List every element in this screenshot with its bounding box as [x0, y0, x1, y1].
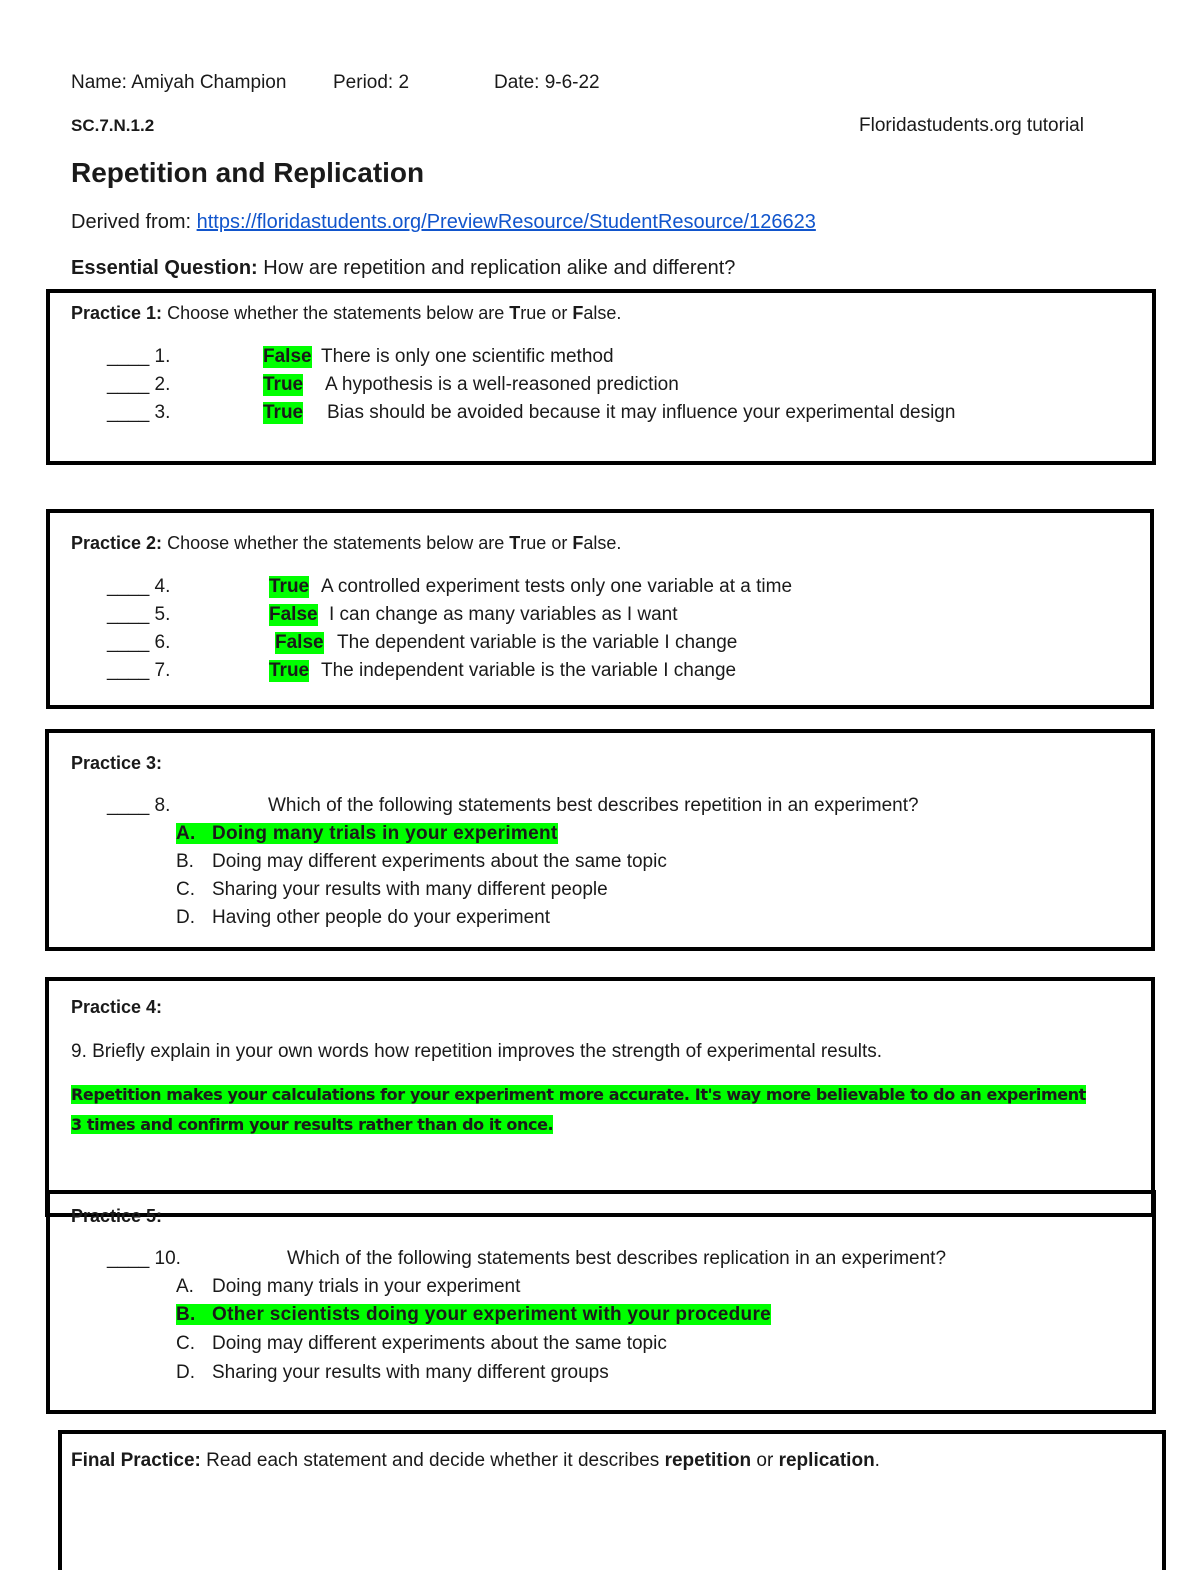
option-b: B. Doing may different experiments about the same topic: [176, 851, 667, 872]
practice-2-instructions: Practice 2: Choose whether the statements below are True or False.: [71, 533, 622, 553]
student-name: Name: Amiyah Champion: [71, 72, 287, 93]
derived-label: Derived from:: [71, 211, 192, 233]
practice-5-label: Practice 5:: [71, 1206, 163, 1226]
answer-badge: True: [269, 576, 310, 597]
answer-line-2: 3 times and confirm your results rather than do it once.: [71, 1115, 554, 1134]
practice-1-box: [46, 289, 1156, 465]
answer-badge: False: [263, 346, 312, 367]
option-c: C. Sharing your results with many different people: [176, 879, 608, 900]
source-link[interactable]: https://floridastudents.org/PreviewResource/StudentResource/126623: [196, 211, 816, 233]
question-text: Which of the following statements best describes repetition in an experiment?: [268, 795, 919, 816]
practice-4-box: [45, 977, 1155, 1217]
option-a: A. Doing many trials in your experiment: [176, 823, 558, 844]
answer-badge: True: [263, 374, 304, 395]
period: Period: 2: [333, 72, 410, 93]
standard-code: SC.7.N.1.2: [71, 116, 155, 135]
answer-line-1: Repetition makes your calculations for your experiment more accurate. It's way more believable to do an experiment: [71, 1085, 1086, 1104]
question-1: ____ 1. False There is only one scientific method: [107, 346, 614, 367]
question-8: ____ 8. Which of the following statements best describes repetition in an experiment?: [107, 795, 919, 816]
essential-text: How are repetition and replication alike and different?: [263, 257, 736, 279]
question-9: 9. Briefly explain in your own words how repetition improves the strength of experimental results.: [71, 1041, 883, 1062]
essential-question: [71, 257, 735, 280]
question-2: ____ 2. True A hypothesis is a well-reasoned prediction: [107, 374, 679, 395]
practice-2-label: Practice 2:: [71, 533, 163, 553]
answer-badge: False: [269, 604, 318, 625]
practice-1-instructions: Practice 1: Choose whether the statements below are True or False.: [71, 303, 622, 323]
final-practice-box: [58, 1430, 1166, 1570]
option-b: B. Other scientists doing your experiment with your procedure: [176, 1304, 772, 1325]
question-text: Which of the following statements best describes replication in an experiment?: [287, 1248, 947, 1269]
option-c: C. Doing may different experiments about the same topic: [176, 1333, 667, 1354]
practice-3-label: Practice 3:: [71, 753, 163, 773]
practice-1-label: Practice 1:: [71, 303, 163, 323]
practice-3-box: [45, 729, 1155, 951]
final-practice-instructions: Final Practice: Read each statement and decide whether it describes repetition or replication.: [71, 1450, 880, 1471]
question-4: ____ 4. True A controlled experiment tests only one variable at a time: [107, 576, 793, 597]
final-practice-label: Final Practice:: [71, 1450, 201, 1471]
option-d: D. Having other people do your experiment: [176, 907, 550, 928]
practice-2-box: [46, 509, 1154, 709]
question-5: ____ 5. False I can change as many variables as I want: [107, 604, 678, 625]
answer-badge: True: [269, 660, 310, 681]
source-label: Floridastudents.org tutorial: [859, 115, 1084, 136]
question-6: ____ 6. False The dependent variable is the variable I change: [107, 632, 738, 653]
question-10: ____ 10. Which of the following statements best describes replication in an experiment?: [107, 1248, 947, 1269]
practice-5-box: [46, 1190, 1156, 1414]
essential-label: Essential Question:: [71, 257, 258, 279]
question-3: ____ 3. True Bias should be avoided because it may influence your experimental design: [107, 402, 956, 423]
page-title: Repetition and Replication: [71, 157, 425, 188]
option-a: A. Doing many trials in your experiment: [176, 1276, 521, 1297]
practice-4-label: Practice 4:: [71, 997, 163, 1017]
derived-from: [71, 211, 816, 234]
date: Date: 9-6-22: [494, 72, 600, 93]
question-7: ____ 7. True The independent variable is the variable I change: [107, 660, 737, 681]
option-d: D. Sharing your results with many different groups: [176, 1362, 609, 1383]
answer-badge: False: [275, 632, 324, 653]
answer-badge: True: [263, 402, 304, 423]
